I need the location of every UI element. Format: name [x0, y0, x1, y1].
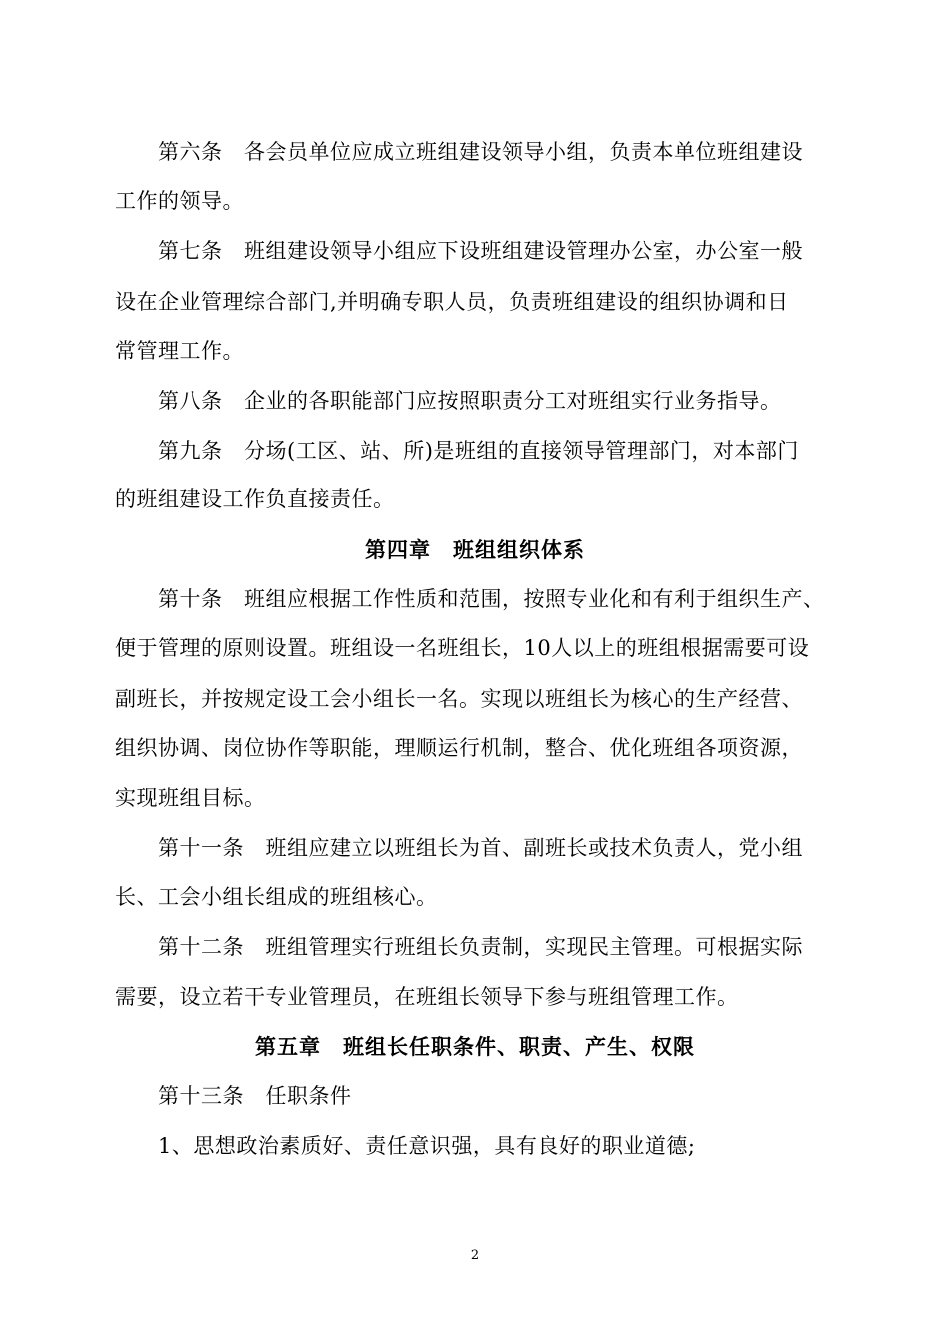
article-7-line-3: 常管理工作。 — [115, 339, 244, 363]
article-7-line-2: 设在企业管理综合部门,并明确专职人员，负责班组建设的组织协调和日 — [115, 290, 789, 314]
article-10-line-4: 组织协调、岗位协作等职能，理顺运行机制，整合、优化班组各项资源， — [115, 736, 803, 760]
article-11-line-1: 第十一条 班组应建立以班组长为首、副班长或技术负责人，党小组 — [158, 836, 803, 860]
article-6-line-1: 第六条 各会员单位应成立班组建设领导小组，负责本单位班组建设 — [158, 140, 803, 164]
chapter-4-heading: 第四章 班组组织体系 — [365, 538, 585, 562]
article-13-line-1: 第十三条 任职条件 — [158, 1084, 352, 1108]
article-7-line-1: 第七条 班组建设领导小组应下设班组建设管理办公室，办公室一般 — [158, 239, 803, 263]
article-9-line-1: 第九条 分场(工区、站、所)是班组的直接领导管理部门，对本部门 — [158, 439, 799, 463]
article-13-item-1: 1、思想政治素质好、责任意识强，具有良好的职业道德; — [158, 1134, 696, 1158]
chapter-5-heading: 第五章 班组长任职条件、职责、产生、权限 — [255, 1035, 695, 1059]
page-number: 2 — [470, 1248, 480, 1263]
article-6-line-2: 工作的领导。 — [115, 189, 244, 213]
article-10-line-2: 便于管理的原则设置。班组设一名班组长，10人以上的班组根据需要可设 — [115, 636, 810, 660]
article-12-line-2: 需要，设立若干专业管理员，在班组长领导下参与班组管理工作。 — [115, 985, 739, 1009]
article-9-line-2: 的班组建设工作负直接责任。 — [115, 487, 395, 511]
article-10-line-3: 副班长，并按规定设工会小组长一名。实现以班组长为核心的生产经营、 — [115, 687, 803, 711]
article-12-line-1: 第十二条 班组管理实行班组长负责制，实现民主管理。可根据实际 — [158, 935, 803, 959]
article-11-line-2: 长、工会小组长组成的班组核心。 — [115, 885, 438, 909]
article-10-line-5: 实现班组目标。 — [115, 786, 266, 810]
article-8-line-1: 第八条 企业的各职能部门应按照职责分工对班组实行业务指导。 — [158, 389, 782, 413]
article-10-line-1: 第十条 班组应根据工作性质和范围，按照专业化和有利于组织生产、 — [158, 587, 825, 611]
